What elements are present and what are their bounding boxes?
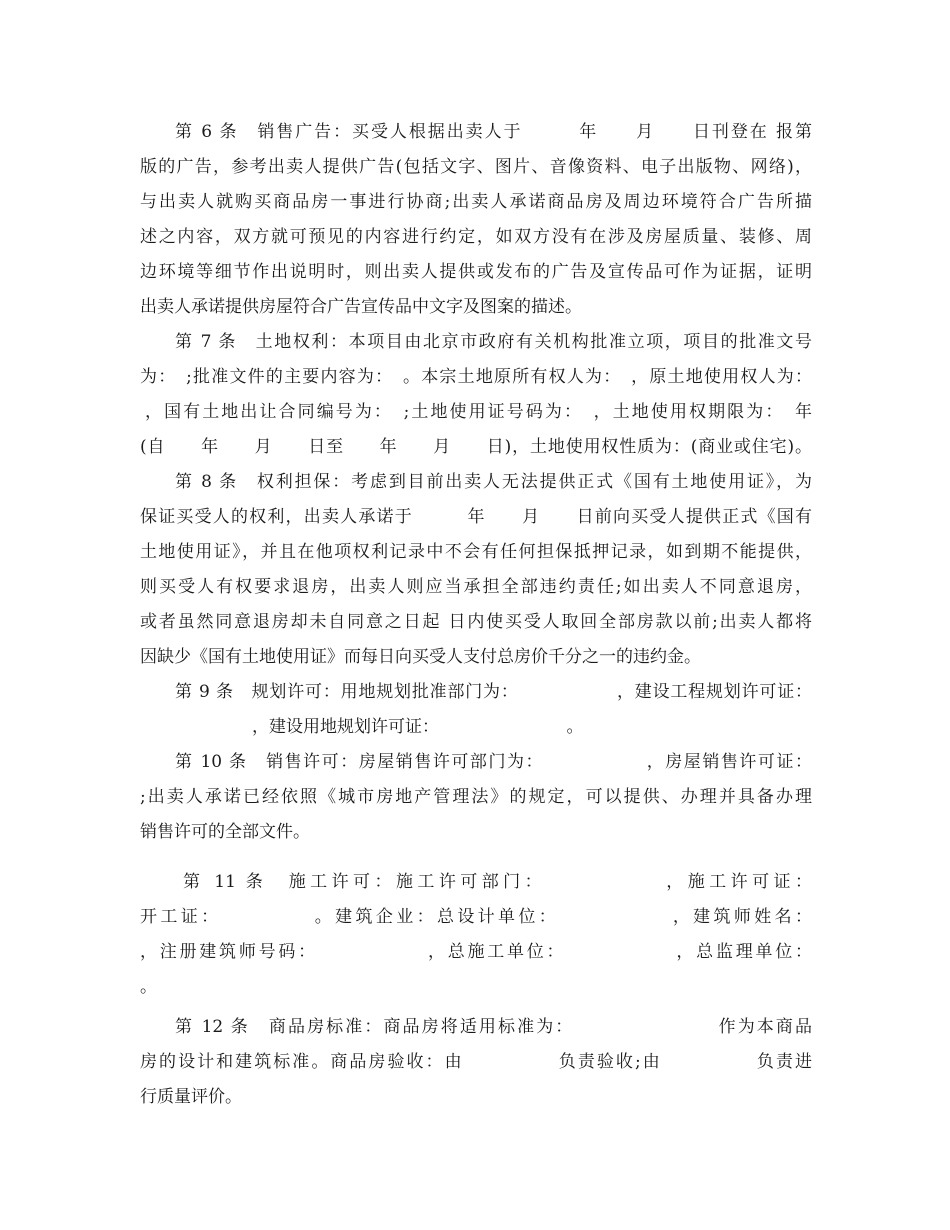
article-12-line-3: 行质量评价。	[140, 1087, 242, 1107]
article-8-line-6: 因缺少《国有土地使用证》而每日向买受人支付总房价千分之一的违约金。	[140, 647, 701, 667]
article-11-line-3: ，注册建筑师号码： ，总施工单位： ，总监理单位：	[140, 942, 812, 962]
article-8-line-4: 则买受人有权要求退房，出卖人则应当承担全部违约责任;如出卖人不同意退房，	[140, 577, 812, 597]
article-10-line-2: ;出卖人承诺已经依照《城市房地产管理法》的规定，可以提供、办理并具备办理	[140, 787, 812, 807]
article-7-line-2: 为： ;批准文件的主要内容为： 。本宗土地原所有权人为： ，原土地使用权人为：	[140, 367, 812, 387]
article-10-line-3: 销售许可的全部文件。	[140, 822, 310, 842]
article-11-line-2: 开工证： 。建筑企业：总设计单位： ，建筑师姓名：	[140, 907, 812, 927]
article-9-line-1: 第 9 条 规划许可：用地规划批准部门为： ，建设工程规划许可证：	[175, 682, 812, 702]
article-6-line-5: 边环境等细节作出说明时，则出卖人提供或发布的广告及宣传品可作为证据，证明	[140, 262, 812, 282]
article-9-line-2: ，建设用地规划许可证： 。	[150, 717, 584, 737]
article-12-line-1: 第 12 条 商品房标准：商品房将适用标准为： 作为本商品	[175, 1017, 812, 1037]
article-8-line-3: 土地使用证》，并且在他项权利记录中不会有任何担保抵押记录，如到期不能提供，	[140, 542, 812, 562]
article-7-line-4: (自 年 月 日至 年 月 日)，土地使用权性质为：(商业或住宅)。	[140, 437, 812, 457]
article-6-line-1: 第 6 条 销售广告：买受人根据出卖人于 年 月 日刊登在 报第	[175, 122, 812, 142]
article-10-line-1: 第 10 条 销售许可：房屋销售许可部门为： ，房屋销售许可证：	[175, 752, 812, 772]
article-11-line-4: 。	[140, 977, 157, 997]
article-8-line-2: 保证买受人的权利，出卖人承诺于 年 月 日前向买受人提供正式《国有	[140, 507, 812, 527]
article-6-line-4: 述之内容，双方就可预见的内容进行约定，如双方没有在涉及房屋质量、装修、周	[140, 227, 812, 247]
article-7-line-1: 第 7 条 土地权利：本项目由北京市政府有关机构批准立项，项目的批准文号	[175, 332, 812, 352]
article-6-line-2: 版的广告，参考出卖人提供广告(包括文字、图片、音像资料、电子出版物、网络)，	[140, 157, 812, 177]
article-8-line-5: 或者虽然同意退房却未自同意之日起 日内使买受人取回全部房款以前;出卖人都将	[140, 612, 812, 632]
article-12-line-2: 房的设计和建筑标准。商品房验收：由 负责验收;由 负责进	[140, 1052, 812, 1072]
article-7-line-3: ，国有土地出让合同编号为： ;土地使用证号码为： ，土地使用权期限为： 年	[145, 402, 812, 422]
article-11-line-1: 第 11 条 施工许可：施工许可部门： ，施工许可证：	[183, 872, 812, 892]
article-6-line-6: 出卖人承诺提供房屋符合广告宣传品中文字及图案的描述。	[140, 297, 582, 317]
article-6-line-3: 与出卖人就购买商品房一事进行协商;出卖人承诺商品房及周边环境符合广告所描	[140, 192, 812, 212]
article-8-line-1: 第 8 条 权利担保：考虑到目前出卖人无法提供正式《国有土地使用证》，为	[175, 472, 812, 492]
